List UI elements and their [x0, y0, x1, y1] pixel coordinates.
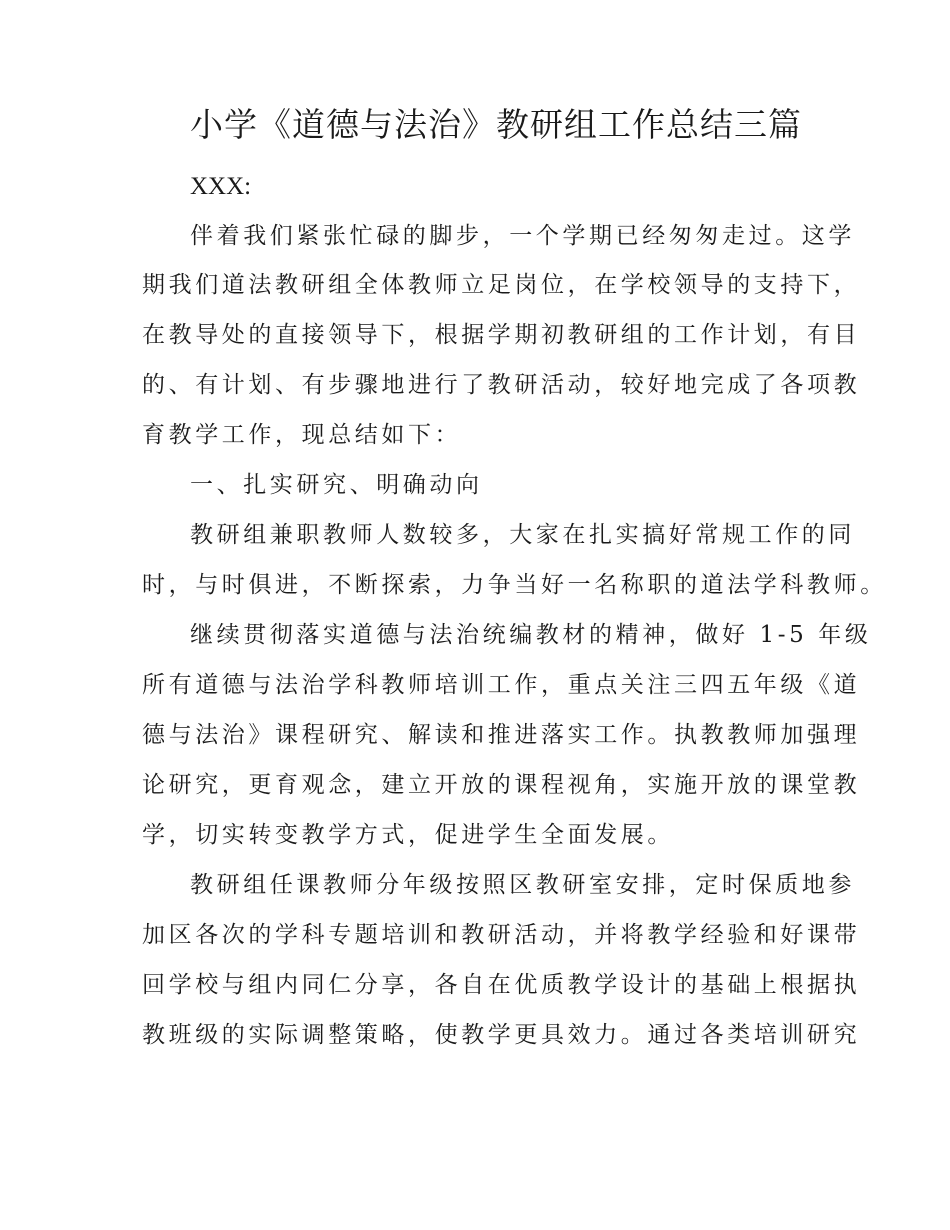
paragraph-line: 的、有计划、有步骤地进行了教研活动，较好地完成了各项教 [142, 372, 861, 398]
paragraph-line: 论研究，更育观念，建立开放的课程视角，实施开放的课堂教 [142, 772, 861, 798]
paragraph-line: 育教学工作，现总结如下： [142, 422, 462, 448]
section-heading: 一、扎实研究、明确动向 [190, 472, 483, 498]
paragraph-line: 德与法治》课程研究、解读和推进落实工作。执教教师加强理 [142, 722, 861, 748]
paragraph-line: 期我们道法教研组全体教师立足岗位，在学校领导的支持下， [142, 272, 861, 298]
paragraph-line: 教研组兼职教师人数较多，大家在扎实搞好常规工作的同 [190, 522, 855, 548]
paragraph-line: 教研组任课教师分年级按照区教研室安排，定时保质地参 [190, 872, 855, 898]
paragraph-line: 教班级的实际调整策略，使教学更具效力。通过各类培训研究 [142, 1022, 861, 1048]
paragraph-line: 加区各次的学科专题培训和教研活动，并将教学经验和好课带 [142, 922, 861, 948]
paragraph-line: 时，与时俱进，不断探索，力争当好一名称职的道法学科教师。 [142, 572, 887, 598]
paragraph-line: 在教导处的直接领导下，根据学期初教研组的工作计划，有目 [142, 322, 861, 348]
paragraph-line: 继续贯彻落实道德与法治统编教材的精神，做好 1-5 年级 [190, 622, 872, 648]
salutation: XXX: [190, 173, 252, 200]
document-title: 小学《道德与法治》教研组工作总结三篇 [190, 105, 802, 144]
paragraph-line: 伴着我们紧张忙碌的脚步，一个学期已经匆匆走过。这学 [190, 223, 855, 249]
paragraph-line: 学，切实转变教学方式，促进学生全面发展。 [142, 822, 674, 848]
paragraph-line: 回学校与组内同仁分享，各自在优质教学设计的基础上根据执 [142, 972, 861, 998]
paragraph-line: 所有道德与法治学科教师培训工作，重点关注三四五年级《道 [142, 672, 861, 698]
